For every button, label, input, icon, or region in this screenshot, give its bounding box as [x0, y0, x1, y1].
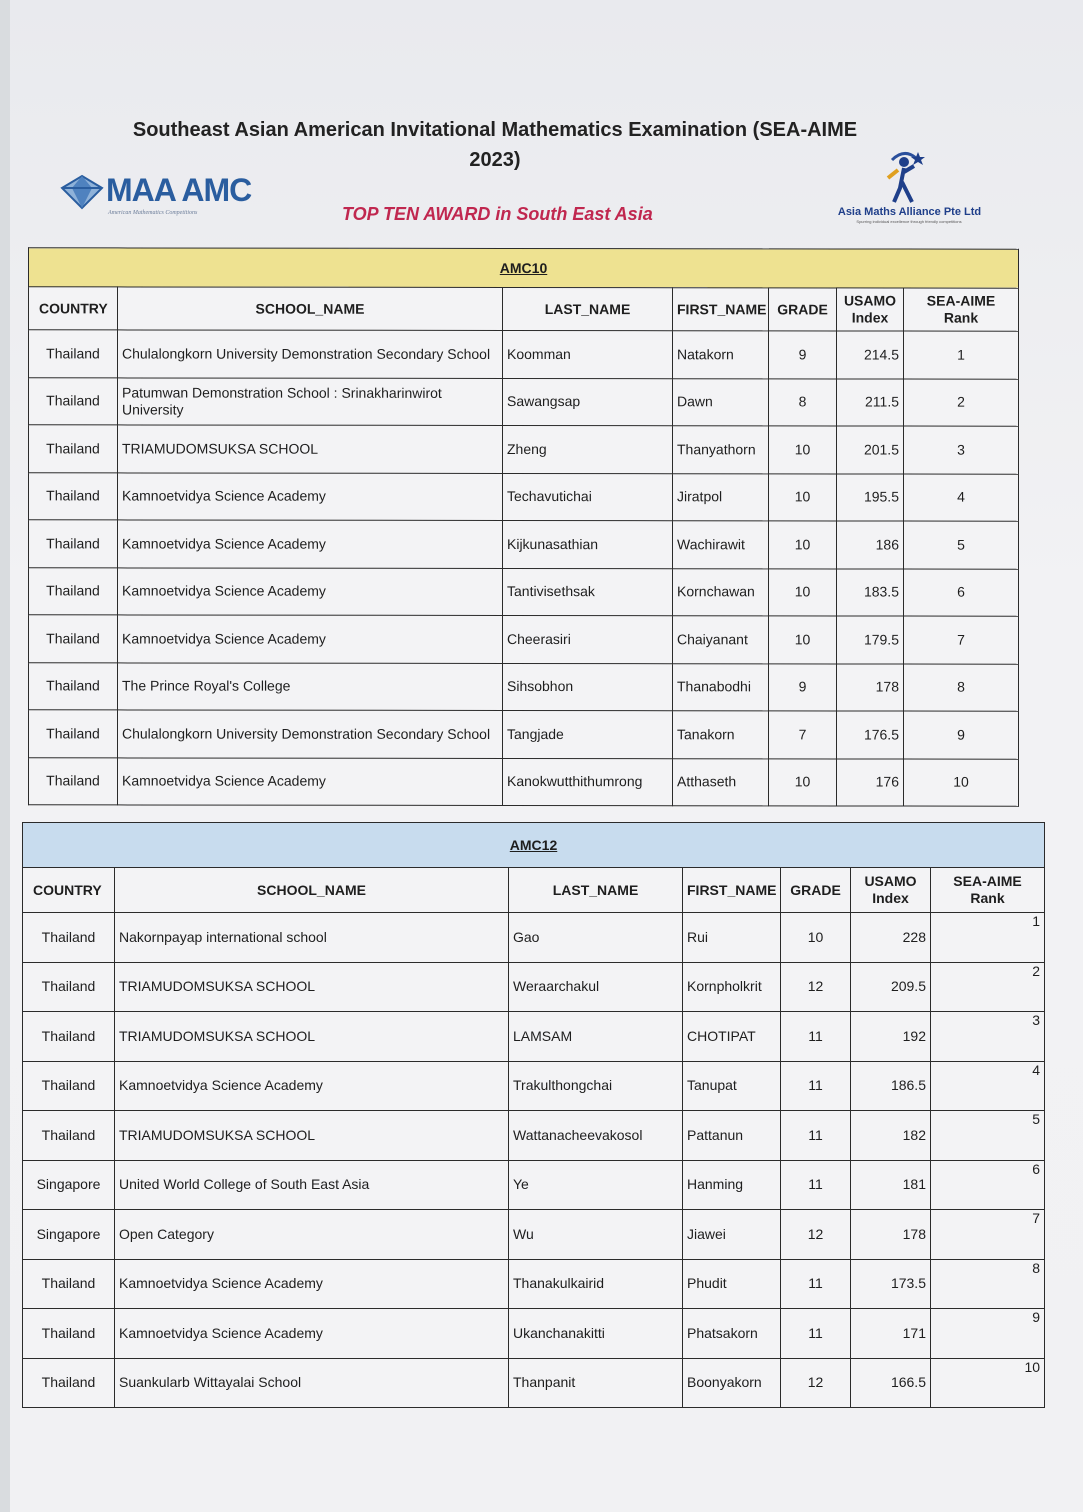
- col-header-usamo-line1: USAMO: [864, 873, 917, 889]
- school-cell: Kamnoetvidya Science Academy: [118, 757, 503, 805]
- school-cell: TRIAMUDOMSUKSA SCHOOL: [115, 962, 509, 1012]
- country-cell: Thailand: [23, 1259, 115, 1309]
- school-cell: Chulalongkorn University Demonstration Secondary School: [118, 330, 503, 378]
- country-cell: Thailand: [29, 615, 118, 663]
- country-cell: Thailand: [23, 1111, 115, 1161]
- grade-cell: 10: [769, 521, 837, 569]
- usamo-index-cell: 183.5: [837, 568, 904, 616]
- first-name-cell: Tanakorn: [673, 711, 769, 759]
- school-cell: TRIAMUDOMSUKSA SCHOOL: [118, 425, 503, 473]
- grade-cell: 9: [769, 663, 837, 711]
- rank-cell: 5: [931, 1111, 1045, 1161]
- amc10-banner: AMC10: [29, 248, 1019, 288]
- last-name-cell: Koomman: [503, 330, 673, 378]
- usamo-index-cell: 186.5: [851, 1061, 931, 1111]
- country-cell: Thailand: [23, 1309, 115, 1359]
- first-name-cell: Jiratpol: [673, 473, 769, 521]
- grade-cell: 12: [781, 1210, 851, 1260]
- table-row: [23, 962, 1045, 1012]
- last-name-cell: Ukanchanakitti: [509, 1309, 683, 1359]
- first-name-cell: Tanupat: [683, 1061, 781, 1111]
- first-name-cell: Phudit: [683, 1259, 781, 1309]
- asia-maths-alliance-tagline: Spurring individual excellence through friendly competitions: [856, 219, 962, 224]
- last-name-cell: Kanokwutthithumrong: [503, 758, 673, 806]
- country-cell: Thailand: [23, 1358, 115, 1408]
- school-cell: Kamnoetvidya Science Academy: [118, 615, 503, 663]
- school-cell: The Prince Royal's College: [118, 662, 503, 710]
- grade-cell: 10: [769, 758, 837, 806]
- col-header-grade: GRADE: [781, 868, 851, 913]
- first-name-cell: Pattanun: [683, 1111, 781, 1161]
- grade-cell: 10: [769, 568, 837, 616]
- col-header-rank-line1: SEA-AIME: [953, 873, 1022, 889]
- country-cell: Singapore: [23, 1210, 115, 1260]
- first-name-cell: CHOTIPAT: [683, 1012, 781, 1062]
- grade-cell: 11: [781, 1259, 851, 1309]
- col-header-usamo: [837, 288, 904, 331]
- usamo-index-cell: 176: [837, 758, 904, 806]
- country-cell: Thailand: [29, 425, 118, 473]
- amc10-body: [29, 330, 1019, 806]
- maa-amc-wordmark: MAA AMC: [106, 172, 252, 208]
- rank-cell: 1: [904, 331, 1019, 379]
- usamo-index-cell: 186: [837, 521, 904, 569]
- country-cell: Thailand: [23, 962, 115, 1012]
- last-name-cell: Ye: [509, 1160, 683, 1210]
- rank-cell: 5: [904, 521, 1019, 569]
- last-name-cell: Kijkunasathian: [503, 520, 673, 568]
- usamo-index-cell: 178: [851, 1210, 931, 1260]
- amc10-table: [28, 247, 1019, 806]
- grade-cell: 7: [769, 711, 837, 759]
- table-row: [23, 1160, 1045, 1210]
- table-row: [29, 567, 1019, 616]
- col-header-rank-line1: SEA-AIME: [926, 292, 996, 309]
- rank-cell: 6: [931, 1160, 1045, 1210]
- school-cell: Nakornpayap international school: [115, 913, 509, 963]
- amc12-body: [23, 913, 1045, 1408]
- last-name-cell: Weraarchakul: [509, 962, 683, 1012]
- maa-amc-logo: [60, 172, 260, 222]
- table-row: [23, 1012, 1045, 1062]
- col-header-last-name: LAST_NAME: [509, 868, 683, 913]
- rank-cell: 9: [904, 711, 1019, 759]
- table-row: [23, 1309, 1045, 1359]
- last-name-cell: Tangjade: [503, 710, 673, 758]
- rank-cell: 2: [931, 962, 1045, 1012]
- table-row: [23, 1111, 1045, 1161]
- country-cell: Thailand: [29, 520, 118, 568]
- school-cell: Kamnoetvidya Science Academy: [115, 1309, 509, 1359]
- grade-cell: 11: [781, 1309, 851, 1359]
- table-row: [29, 425, 1019, 474]
- last-name-cell: Sawangsap: [503, 378, 673, 426]
- col-header-grade: GRADE: [769, 288, 837, 331]
- first-name-cell: Chaiyanant: [673, 616, 769, 664]
- school-cell: Patumwan Demonstration School : Srinakharinwirot University: [118, 377, 503, 425]
- country-cell: Thailand: [29, 662, 118, 710]
- country-cell: Thailand: [23, 1012, 115, 1062]
- col-header-rank-line2: Rank: [943, 309, 979, 326]
- col-header-usamo-line2: Index: [872, 890, 909, 906]
- country-cell: Thailand: [23, 913, 115, 963]
- school-cell: Kamnoetvidya Science Academy: [118, 472, 503, 520]
- country-cell: Thailand: [23, 1061, 115, 1111]
- first-name-cell: Natakorn: [673, 331, 769, 379]
- rank-cell: 8: [904, 664, 1019, 712]
- first-name-cell: Kornchawan: [673, 568, 769, 616]
- rank-cell: 3: [931, 1012, 1045, 1062]
- school-cell: United World College of South East Asia: [115, 1160, 509, 1210]
- last-name-cell: LAMSAM: [509, 1012, 683, 1062]
- last-name-cell: Thanakulkairid: [509, 1259, 683, 1309]
- school-cell: Open Category: [115, 1210, 509, 1260]
- grade-cell: 10: [781, 913, 851, 963]
- usamo-index-cell: 214.5: [837, 331, 904, 379]
- last-name-cell: Cheerasiri: [503, 615, 673, 663]
- rank-cell: 8: [931, 1259, 1045, 1309]
- last-name-cell: Techavutichai: [503, 473, 673, 521]
- grade-cell: 12: [781, 962, 851, 1012]
- country-cell: Thailand: [29, 472, 118, 520]
- page-title: Southeast Asian American Invitational Mathematics Examination (SEA-AIME 2023): [132, 119, 858, 171]
- usamo-index-cell: 173.5: [851, 1259, 931, 1309]
- grade-cell: 10: [769, 473, 837, 521]
- first-name-cell: Hanming: [683, 1160, 781, 1210]
- table-row: [29, 615, 1019, 664]
- col-header-first-name: FIRST_NAME: [683, 868, 781, 913]
- rank-cell: 10: [931, 1358, 1045, 1408]
- usamo-index-cell: 192: [851, 1012, 931, 1062]
- grade-cell: 11: [781, 1111, 851, 1161]
- school-cell: Chulalongkorn University Demonstration Secondary School: [118, 710, 503, 758]
- mathematician-figure-icon: [882, 148, 926, 204]
- usamo-index-cell: 201.5: [837, 426, 904, 474]
- last-name-cell: Wu: [509, 1210, 683, 1260]
- amc12-table: [22, 822, 1045, 1408]
- col-header-country: COUNTRY: [29, 287, 118, 330]
- country-cell: Thailand: [29, 567, 118, 615]
- country-cell: Thailand: [29, 710, 118, 758]
- col-header-first-name: FIRST_NAME: [673, 288, 769, 331]
- last-name-cell: Zheng: [503, 425, 673, 473]
- usamo-index-cell: 211.5: [837, 378, 904, 426]
- grade-cell: 8: [769, 378, 837, 426]
- country-cell: Thailand: [29, 330, 118, 378]
- usamo-index-cell: 195.5: [837, 473, 904, 521]
- grade-cell: 11: [781, 1160, 851, 1210]
- col-header-school: SCHOOL_NAME: [115, 868, 509, 913]
- col-header-usamo: [851, 868, 931, 913]
- rank-cell: 1: [931, 913, 1045, 963]
- school-cell: Kamnoetvidya Science Academy: [115, 1259, 509, 1309]
- rank-cell: 3: [904, 426, 1019, 474]
- first-name-cell: Jiawei: [683, 1210, 781, 1260]
- table-row: [29, 710, 1019, 759]
- school-cell: TRIAMUDOMSUKSA SCHOOL: [115, 1111, 509, 1161]
- school-cell: Kamnoetvidya Science Academy: [115, 1061, 509, 1111]
- usamo-index-cell: 182: [851, 1111, 931, 1161]
- table-row: [29, 472, 1019, 521]
- usamo-index-cell: 166.5: [851, 1358, 931, 1408]
- country-cell: Singapore: [23, 1160, 115, 1210]
- asia-maths-alliance-logo: [822, 148, 997, 228]
- col-header-school: SCHOOL_NAME: [118, 287, 503, 331]
- last-name-cell: Wattanacheevakosol: [509, 1111, 683, 1161]
- first-name-cell: Phatsakorn: [683, 1309, 781, 1359]
- col-header-rank: [931, 868, 1045, 913]
- amc12-banner: AMC12: [23, 823, 1045, 868]
- last-name-cell: Thanpanit: [509, 1358, 683, 1408]
- rank-cell: 6: [904, 569, 1019, 617]
- grade-cell: 10: [769, 426, 837, 474]
- last-name-cell: Gao: [509, 913, 683, 963]
- country-cell: Thailand: [29, 757, 118, 805]
- usamo-index-cell: 171: [851, 1309, 931, 1359]
- table-row: [29, 520, 1019, 569]
- maa-amc-subtitle: American Mathematics Competitions: [108, 210, 198, 216]
- col-header-rank-line2: Rank: [970, 890, 1005, 906]
- usamo-index-cell: 228: [851, 913, 931, 963]
- usamo-index-cell: 176.5: [837, 711, 904, 759]
- rank-cell: 2: [904, 379, 1019, 427]
- rank-cell: 9: [931, 1309, 1045, 1359]
- last-name-cell: Tantivisethsak: [503, 568, 673, 616]
- rank-cell: 7: [904, 616, 1019, 664]
- school-cell: Kamnoetvidya Science Academy: [118, 567, 503, 615]
- rank-cell: 4: [931, 1061, 1045, 1111]
- first-name-cell: Rui: [683, 913, 781, 963]
- grade-cell: 11: [781, 1061, 851, 1111]
- rank-cell: 10: [904, 759, 1019, 807]
- grade-cell: 11: [781, 1012, 851, 1062]
- table-row: [29, 330, 1019, 379]
- first-name-cell: Atthaseth: [673, 758, 769, 806]
- first-name-cell: Boonyakorn: [683, 1358, 781, 1408]
- table-row: [29, 757, 1019, 806]
- usamo-index-cell: 179.5: [837, 616, 904, 664]
- first-name-cell: Kornpholkrit: [683, 962, 781, 1012]
- school-cell: Kamnoetvidya Science Academy: [118, 520, 503, 568]
- school-cell: Suankularb Wittayalai School: [115, 1358, 509, 1408]
- award-heading: TOP TEN AWARD in South East Asia: [342, 204, 653, 224]
- table-row: [29, 377, 1019, 426]
- usamo-index-cell: 181: [851, 1160, 931, 1210]
- col-header-usamo-line1: USAMO: [843, 292, 897, 309]
- table-row: [23, 1358, 1045, 1408]
- first-name-cell: Wachirawit: [673, 521, 769, 569]
- first-name-cell: Dawn: [673, 378, 769, 426]
- country-cell: Thailand: [29, 377, 118, 425]
- col-header-last-name: LAST_NAME: [503, 287, 673, 330]
- col-header-rank: [904, 288, 1019, 331]
- table-row: [29, 662, 1019, 711]
- table-row: [23, 1061, 1045, 1111]
- first-name-cell: Thanyathorn: [673, 426, 769, 474]
- grade-cell: 12: [781, 1358, 851, 1408]
- maa-diamond-icon: [60, 174, 104, 210]
- grade-cell: 9: [769, 331, 837, 379]
- grade-cell: 10: [769, 616, 837, 664]
- school-cell: TRIAMUDOMSUKSA SCHOOL: [115, 1012, 509, 1062]
- rank-cell: 4: [904, 474, 1019, 522]
- col-header-country: COUNTRY: [23, 868, 115, 913]
- table-row: [23, 1210, 1045, 1260]
- col-header-usamo-line2: Index: [851, 309, 889, 326]
- table-row: [23, 913, 1045, 963]
- first-name-cell: Thanabodhi: [673, 663, 769, 711]
- last-name-cell: Trakulthongchai: [509, 1061, 683, 1111]
- asia-maths-alliance-name: Asia Maths Alliance Pte Ltd: [837, 206, 982, 218]
- rank-cell: 7: [931, 1210, 1045, 1260]
- last-name-cell: Sihsobhon: [503, 663, 673, 711]
- usamo-index-cell: 178: [837, 663, 904, 711]
- usamo-index-cell: 209.5: [851, 962, 931, 1012]
- table-row: [23, 1259, 1045, 1309]
